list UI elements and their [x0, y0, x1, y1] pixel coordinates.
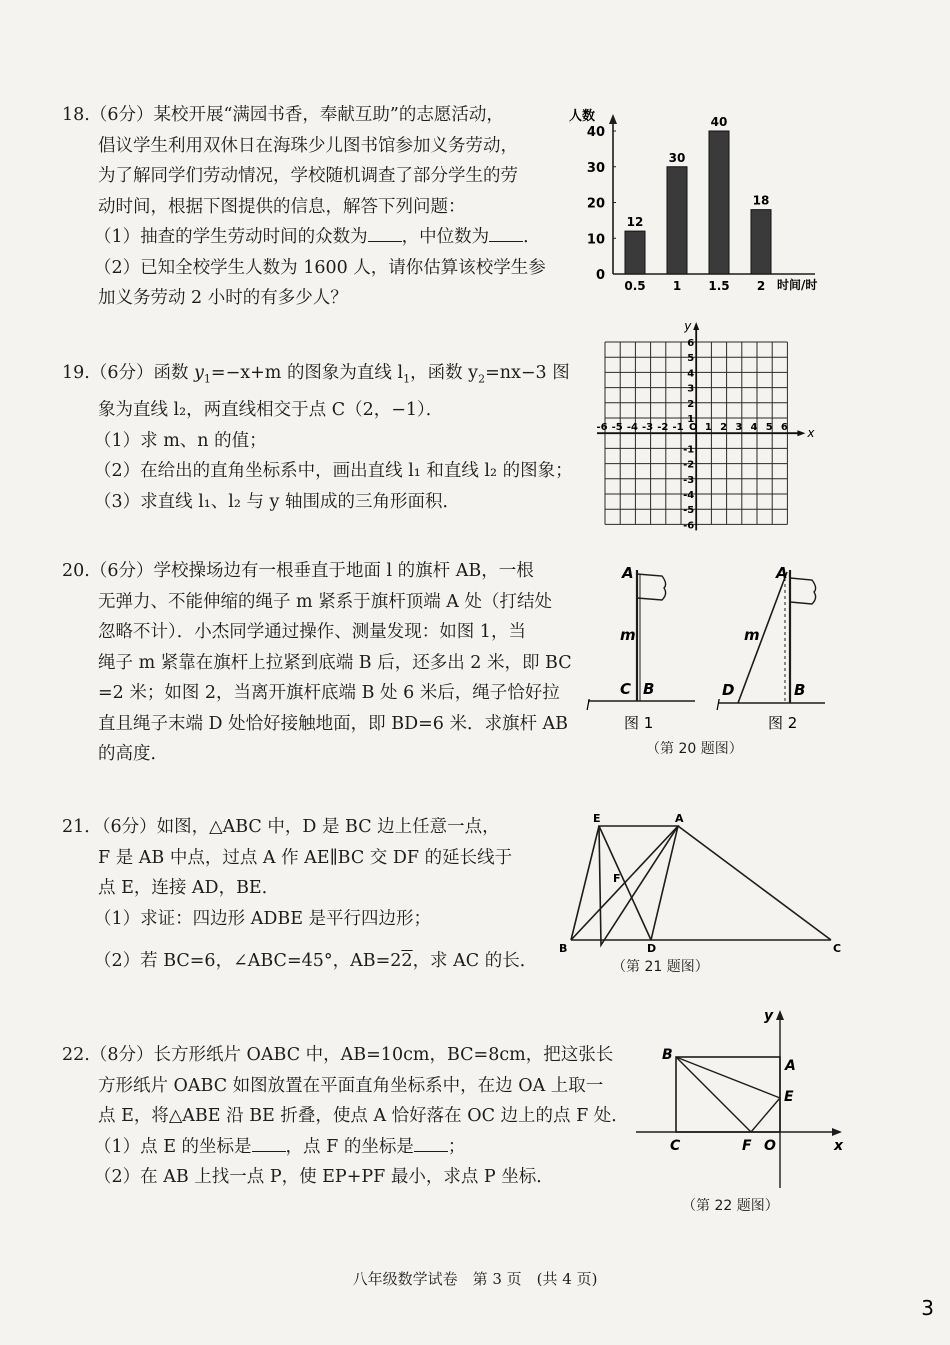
page-footer: 八年级数学试卷 第 3 页 (共 4 页) [352, 1270, 598, 1288]
q20-line7: 的高度． [98, 744, 168, 764]
grid-y-arrow [693, 322, 699, 330]
q18-part2a: （2）已知全校学生人数为 1600 人，请你估算该校学生参 [94, 257, 546, 278]
grid-y-tick-label: 4 [687, 368, 695, 380]
grid-y-tick-label: -3 [683, 474, 695, 486]
chart-data-label: 30 [668, 150, 686, 165]
grid-y-tick-label: -5 [683, 505, 695, 517]
q22-label-y: y [764, 1008, 774, 1024]
q20-figure-caption: （第 20 题图） [646, 741, 743, 757]
q22-line1: 22.（8分）长方形纸片 OABC 中，AB=10cm，BC=8cm，把这张长 [62, 1045, 614, 1065]
chart-xlabel: 时间/时 [777, 278, 818, 292]
grid-x-tick-label: -3 [642, 422, 654, 434]
chart-x-tick-label: 0.5 [624, 279, 646, 293]
q19-line2: 象为直线 l₂，两直线相交于点 C（2，−1）． [98, 400, 444, 420]
fig1-label-A: A [622, 564, 634, 582]
q21-line2: F 是 AB 中点，过点 A 作 AE∥BC 交 DF 的延长线于 [98, 847, 513, 868]
fig2-label-B: B [794, 681, 806, 699]
q21-label-D: D [647, 942, 657, 955]
fig2-label-l: l [716, 698, 720, 714]
q22-label-x: x [834, 1138, 844, 1154]
fig1-label-B: B [643, 680, 655, 698]
q22-label-C: C [670, 1138, 681, 1154]
fig1-label-l: l [586, 698, 590, 714]
grid-y-tick-label: 3 [687, 383, 695, 395]
chart-x-tick-label: 1 [672, 279, 682, 293]
q19-part1: （1）求 m、n 的值； [94, 430, 267, 451]
question-21 [62, 812, 537, 977]
page-number: 3 [921, 1296, 934, 1320]
q21-label-B: B [559, 942, 568, 955]
q18-line3: 为了解同学们劳动情况，学校随机调查了部分学生的劳 [98, 166, 518, 186]
q22-line2: 方形纸片 OABC 如图放置在平面直角坐标系中，在边 OA 上取一 [98, 1075, 604, 1096]
chart-data-label: 40 [710, 115, 728, 129]
q20-line5: =2 米；如图 2，当离开旗杆底端 B 处 6 米后，绳子恰好拉 [98, 683, 560, 703]
grid-y-tick-label: -1 [683, 444, 695, 456]
q20-line6: 直且绳子末端 D 处恰好接触地面，即 BD=6 米．求旗杆 AB [98, 713, 569, 734]
q22-blank-F [414, 1135, 448, 1152]
fig1-label-m: m [620, 626, 636, 644]
q21-figure [555, 812, 850, 962]
q21-label-C: C [833, 942, 842, 955]
q21-line1: 21．（6分）如图，△ABC 中，D 是 BC 边上任意一点， [62, 817, 500, 837]
chart-y-tick-label: 20 [586, 196, 605, 212]
grid-x-tick-label: O [688, 422, 698, 434]
question-18 [62, 100, 546, 314]
q22-label-B: B [662, 1047, 673, 1063]
q22-label-E: E [784, 1089, 794, 1105]
grid-y-tick-label: -2 [683, 459, 695, 471]
q21-figure-caption: （第 21 题图） [612, 959, 709, 975]
chart-bar [625, 231, 645, 274]
question-20 [62, 556, 572, 770]
q20-line2: 无弹力、不能伸缩的绳子 m 紧系于旗杆顶端 A 处（打结处 [98, 591, 552, 612]
q22-line3: 点 E，将△ABE 沿 BE 折叠，使点 A 恰好落在 OC 边上的点 F 处． [98, 1106, 629, 1126]
q20-line4: 绳子 m 紧靠在旗杆上拉紧到底端 B 后，还多出 2 米，即 BC [98, 652, 572, 673]
q20-line1: 20.（6分）学校操场边有一根垂直于地面 l 的旗杆 AB，一根 [62, 561, 534, 581]
fig1-label-C: C [620, 680, 632, 698]
chart-bar [751, 210, 771, 274]
grid-y-tick-label: 6 [687, 338, 695, 349]
fig2-label-m: m [744, 626, 760, 644]
q18-line1: 18.（6分）某校开展“满园书香，奉献互助”的志愿活动， [62, 105, 504, 125]
grid-y-tick-label: 2 [687, 398, 695, 410]
flagpole-figures [580, 558, 840, 738]
q18-part2b: 加义务劳动 2 小时的有多少人？ [98, 288, 348, 308]
grid-x-tick-label: 2 [720, 422, 728, 434]
chart-bar [667, 167, 687, 274]
fig2-label-A: A [776, 564, 788, 582]
question-22 [62, 1040, 629, 1193]
grid-x-tick-label: 5 [765, 422, 773, 434]
grid-x-tick-label: 6 [780, 422, 788, 434]
grid-x-tick-label: 1 [704, 422, 712, 434]
grid-x-tick-label: -5 [611, 422, 623, 434]
q18-blank-median [489, 225, 523, 242]
grid-x-tick-label: 3 [735, 422, 743, 434]
q19-part2: （2）在给出的直角坐标系中，画出直线 l₁ 和直线 l₂ 的图象； [94, 461, 573, 481]
chart-y-tick-label: 40 [586, 125, 605, 140]
grid-x-tick-label: -1 [672, 422, 684, 434]
q19-line1: 19.（6分）函数 $y_1=-x+m$ 的图象为直线 $l_1$，函数 $y_2=nx-3$ 图 [62, 363, 570, 386]
grid-x-tick-label: -4 [626, 422, 638, 434]
grid-y-tick-label: 1 [687, 414, 695, 425]
question-19 [62, 358, 573, 517]
grid-x-tick-label: -2 [657, 422, 669, 434]
fig2-caption: 图 2 [768, 714, 798, 732]
chart-bar [709, 131, 729, 274]
chart-data-label: 18 [752, 193, 770, 208]
grid-x-tick-label: -6 [596, 422, 608, 434]
chart-data-label: 12 [626, 215, 644, 230]
q22-blank-E [252, 1135, 286, 1152]
q22-figure-caption: （第 22 题图） [682, 1198, 779, 1214]
chart-y-tick-label: 10 [586, 232, 605, 248]
q21-label-E: E [593, 812, 601, 825]
q18-line4: 动时间，根据下图提供的信息，解答下列问题： [98, 196, 466, 217]
grid-y-tick-label: -6 [683, 520, 695, 532]
chart-x-tick-label: 2 [756, 279, 766, 293]
chart-y-tick-label: 0 [595, 268, 605, 283]
q21-label-A: A [675, 812, 684, 825]
bar-chart [565, 100, 835, 300]
grid-x-axis-label: x [807, 426, 815, 441]
q18-part1: （1）抽查的学生劳动时间的众数为 ，中位数为 ． [94, 227, 541, 247]
coordinate-grid [585, 318, 815, 548]
q19-part3: （3）求直线 l₁、l₂ 与 y 轴围成的三角形面积． [94, 491, 460, 512]
q18-blank-mode [368, 225, 402, 242]
q21-part1: （1）求证：四边形 ADBE 是平行四边形； [94, 908, 432, 929]
chart-ylabel: 人数 [569, 109, 596, 124]
grid-y-tick-label: 5 [687, 353, 695, 365]
grid-y-axis-label: y [684, 319, 692, 333]
chart-y-arrow [609, 114, 617, 124]
grid-y-tick-label: -4 [683, 490, 695, 501]
chart-x-tick-label: 1.5 [708, 279, 730, 293]
fig1-caption: 图 1 [624, 714, 654, 732]
q22-label-F: F [742, 1138, 752, 1154]
q21-label-F: F [613, 872, 621, 885]
fig2-label-D: D [722, 681, 735, 699]
q22-part2: （2）在 AB 上找一点 P，使 EP+PF 最小，求点 P 坐标． [94, 1167, 554, 1187]
q22-label-A: A [785, 1058, 796, 1074]
grid-x-arrow [797, 430, 805, 436]
chart-y-tick-label: 30 [586, 160, 605, 176]
q21-part2: （2）若 BC=6，∠ABC=45°，AB=22，求 AC 的长． [94, 951, 538, 971]
q21-line3: 点 E，连接 AD，BE． [98, 878, 280, 898]
q22-figure [630, 1002, 855, 1192]
grid-x-tick-label: 4 [750, 422, 758, 434]
q20-line3: 忽略不计）．小杰同学通过操作、测量发现：如图 1，当 [98, 622, 526, 642]
q18-line2: 倡议学生利用双休日在海珠少儿图书馆参加义务劳动， [98, 135, 518, 156]
q22-label-O: O [764, 1138, 776, 1154]
q22-part1: （1）点 E 的坐标是 ，点 F 的坐标是 ； [94, 1136, 466, 1157]
